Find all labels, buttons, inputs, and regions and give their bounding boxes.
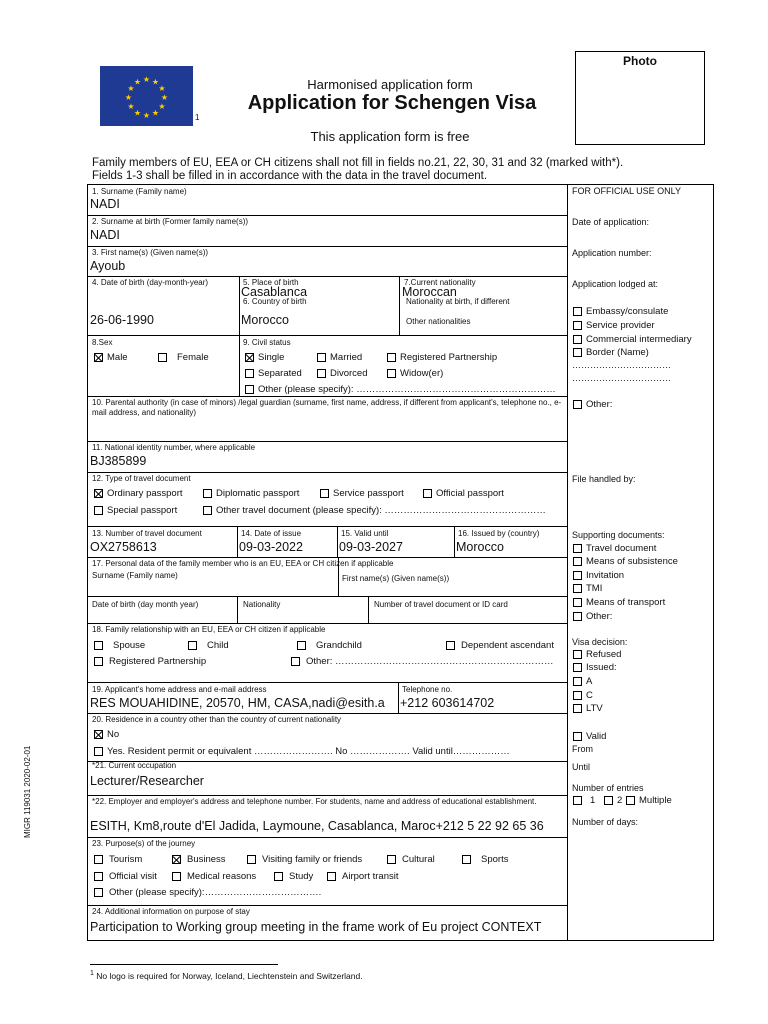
telephone-label: Telephone no. — [402, 685, 453, 694]
family-member-first-name-label: First name(s) (Given name(s)) — [342, 574, 450, 583]
dependent-ascendant-option[interactable] — [446, 640, 554, 651]
checkbox-icon[interactable] — [94, 888, 103, 897]
visa-a-label: A — [586, 676, 593, 687]
place-of-birth-label: 5. Place of birth — [243, 278, 299, 287]
checkbox-icon[interactable] — [573, 348, 582, 357]
service-passport-option[interactable] — [320, 488, 404, 499]
place-of-birth-value[interactable]: Casablanca — [241, 285, 308, 299]
border-dots-2: …………………………… — [572, 373, 671, 383]
checkbox-icon[interactable] — [94, 747, 103, 756]
svg-text:★: ★ — [127, 84, 135, 93]
residence-no-option[interactable] — [94, 729, 119, 740]
diplomatic-passport-option[interactable] — [203, 488, 299, 499]
fields-note: Fields 1-3 shall be filled in in accordance with the data in the travel document. — [92, 170, 488, 182]
date-of-birth-value[interactable]: 26-06-1990 — [90, 313, 154, 327]
support-other-label: Other: — [586, 611, 613, 622]
issued-by-value[interactable]: Morocco — [456, 540, 504, 554]
checkbox-icon[interactable] — [573, 677, 582, 686]
employer-value[interactable]: ESITH, Km8,route d'El Jadida, Laymoune, Casablanca, Maroc+212 5 22 92 65 36 — [90, 819, 544, 833]
purpose-label: 23. Purpose(s) of the journey — [92, 839, 196, 848]
sports-label: Sports — [481, 854, 509, 865]
border-label: Border (Name) — [586, 347, 649, 358]
eu-flag-icon — [100, 66, 193, 126]
child-option[interactable] — [188, 640, 229, 651]
svg-text:★: ★ — [151, 108, 160, 118]
dependent-ascendant-label: Dependent ascendant — [461, 640, 554, 651]
visa-c-label: C — [586, 690, 593, 701]
surname-label: 1. Surname (Family name) — [92, 187, 187, 196]
residence-no-label: No — [107, 729, 120, 740]
support-invitation-label: Invitation — [586, 570, 625, 581]
official-use-title: FOR OFFICIAL USE ONLY — [572, 186, 682, 196]
checkbox-icon[interactable] — [573, 732, 582, 741]
official-date-label: Date of application: — [572, 217, 650, 227]
refused-label: Refused — [586, 649, 622, 660]
checkbox-icon[interactable] — [317, 369, 326, 378]
residence-yes-label: Yes. Resident permit or equivalent ……………………. No ………………. Valid until……………… — [107, 746, 510, 757]
purpose-study-option[interactable] — [274, 871, 313, 882]
entries-1-label: 1 — [590, 795, 596, 806]
official-passport-label: Official passport — [436, 488, 504, 499]
official-column-divider — [567, 185, 568, 940]
checkbox-icon[interactable] — [423, 489, 432, 498]
date-of-issue-label: 14. Date of issue — [241, 529, 302, 538]
sex-female-option[interactable] — [158, 352, 209, 363]
parental-authority-label: 10. Parental authority (in case of minors) /legal guardian (surname, first name, address, if different from applicant's, telephone no., e-mail address, and nationality) — [92, 398, 562, 417]
decision-issued-option[interactable] — [573, 662, 617, 673]
telephone-value[interactable]: +212 603614702 — [400, 696, 495, 710]
checkbox-icon[interactable] — [245, 385, 254, 394]
visa-type-a-option[interactable] — [573, 676, 592, 687]
home-address-label: 19. Applicant's home address and e-mail address — [92, 685, 267, 694]
valid-until-label: 15. Valid until — [341, 529, 389, 538]
surname-value[interactable]: NADI — [90, 197, 120, 211]
checkbox-checked-icon[interactable] — [245, 353, 254, 362]
family-member-nationality-label: Nationality — [243, 600, 281, 609]
medical-label: Medical reasons — [187, 871, 257, 882]
checkbox-icon[interactable] — [94, 506, 103, 515]
checkbox-icon[interactable] — [573, 571, 582, 580]
official-border-option[interactable] — [573, 347, 649, 358]
support-tmi-option[interactable] — [573, 583, 602, 594]
civil-partnership-option[interactable] — [387, 352, 497, 363]
checkbox-icon[interactable] — [573, 584, 582, 593]
entries-2-label: 2 — [617, 795, 623, 806]
residence-label: 20. Residence in a country other than the country of current nationality — [92, 715, 342, 724]
svg-text:★: ★ — [127, 102, 135, 111]
sex-label: 8.Sex — [92, 338, 113, 347]
occupation-value[interactable]: Lecturer/Researcher — [90, 774, 204, 788]
checkbox-icon[interactable] — [573, 650, 582, 659]
svg-text:★: ★ — [133, 108, 142, 118]
purpose-official-option[interactable] — [94, 871, 157, 882]
support-transport-label: Means of transport — [586, 597, 666, 608]
cultural-label: Cultural — [402, 854, 435, 865]
checkbox-icon[interactable] — [573, 557, 582, 566]
application-form — [87, 184, 714, 941]
grandchild-label: Grandchild — [316, 640, 362, 651]
number-of-days-label: Number of days: — [572, 817, 639, 827]
checkbox-icon[interactable] — [462, 855, 471, 864]
date-of-issue-value[interactable]: 09-03-2022 — [239, 540, 303, 554]
female-label: Female — [177, 352, 209, 363]
checkbox-icon[interactable] — [573, 612, 582, 621]
separated-label: Separated — [258, 368, 302, 379]
purpose-visiting-option[interactable] — [247, 854, 362, 865]
intermediary-label: Commercial intermediary — [586, 334, 692, 345]
checkbox-checked-icon[interactable] — [94, 353, 103, 362]
residence-yes-option[interactable] — [94, 746, 510, 757]
official-other-option[interactable] — [573, 399, 612, 410]
checkbox-icon[interactable] — [158, 353, 167, 362]
surname-at-birth-value[interactable]: NADI — [90, 228, 120, 242]
sex-male-option[interactable] — [94, 352, 128, 363]
civil-married-option[interactable] — [317, 352, 362, 363]
checkbox-icon[interactable] — [573, 335, 582, 344]
ordinary-passport-option[interactable] — [94, 488, 183, 499]
purpose-cultural-option[interactable] — [387, 854, 435, 865]
nationality-at-birth-label: Nationality at birth, if different — [406, 297, 510, 306]
registered-partnership-label: Registered Partnership — [109, 656, 207, 667]
other-travel-doc-label: Other travel document (please specify): …………………………………………… — [216, 505, 546, 516]
service-passport-label: Service passport — [333, 488, 404, 499]
valid-from-label: From — [572, 744, 593, 754]
checkbox-icon[interactable] — [291, 657, 300, 666]
footnote-divider — [90, 964, 278, 965]
official-intermediary-option[interactable] — [573, 334, 692, 345]
occupation-label: *21. Current occupation — [92, 761, 177, 770]
issued-by-label: 16. Issued by (country) — [458, 529, 540, 538]
entries-multiple-option[interactable] — [626, 795, 672, 806]
checkbox-icon[interactable] — [245, 369, 254, 378]
checkbox-icon[interactable] — [387, 369, 396, 378]
ordinary-passport-label: Ordinary passport — [107, 488, 183, 499]
purpose-other-label: Other (please specify):………………………………. — [109, 887, 322, 898]
checkbox-icon[interactable] — [446, 641, 455, 650]
travel-doc-number-value[interactable]: OX2758613 — [90, 540, 157, 554]
form-code-vertical: MIGR 119031 2020-02-01 — [23, 745, 32, 838]
checkbox-icon[interactable] — [172, 872, 181, 881]
visa-type-ltv-option[interactable] — [573, 703, 603, 714]
entries-2-option[interactable] — [604, 795, 622, 806]
supporting-docs-label: Supporting documents: — [572, 530, 665, 540]
svg-text:★: ★ — [151, 77, 160, 87]
tourism-label: Tourism — [109, 854, 143, 865]
page-title: Application for Schengen Visa — [247, 92, 537, 114]
purpose-tourism-option[interactable] — [94, 854, 142, 865]
footnote-mark: 1 — [90, 970, 94, 977]
support-other-option[interactable] — [573, 611, 612, 622]
footnote — [90, 970, 363, 981]
svg-text:★: ★ — [142, 111, 151, 120]
civil-widow-option[interactable] — [387, 368, 443, 379]
svg-text:★: ★ — [160, 93, 169, 102]
checkbox-icon[interactable] — [327, 872, 336, 881]
support-tmi-label: TMI — [586, 583, 603, 594]
purpose-medical-option[interactable] — [172, 871, 256, 882]
purpose-sports-option[interactable] — [462, 854, 508, 865]
first-name-value[interactable]: Ayoub — [90, 259, 126, 273]
checkbox-icon[interactable] — [573, 796, 582, 805]
entries-multiple-label: Multiple — [639, 795, 672, 806]
single-label: Single — [258, 352, 285, 363]
entries-1-option[interactable] — [573, 795, 595, 806]
official-provider-option[interactable] — [573, 320, 655, 331]
spouse-option[interactable] — [94, 640, 145, 651]
checkbox-icon[interactable] — [387, 353, 396, 362]
civil-other-label: Other (please specify): ……………………………………………………… — [258, 384, 556, 395]
business-label: Business — [187, 854, 226, 865]
official-lodged-label: Application lodged at: — [572, 279, 659, 289]
grandchild-option[interactable] — [297, 640, 362, 651]
family-member-doc-label: Number of travel document or ID card — [374, 600, 508, 609]
relationship-other-option[interactable] — [291, 656, 554, 667]
checkbox-icon[interactable] — [297, 641, 306, 650]
diplomatic-passport-label: Diplomatic passport — [216, 488, 300, 499]
date-of-birth-label: 4. Date of birth (day-month-year) — [92, 278, 209, 287]
civil-separated-option[interactable] — [245, 368, 302, 379]
official-embassy-option[interactable] — [573, 306, 668, 317]
eu-flag-logo — [100, 66, 193, 126]
checkbox-icon[interactable] — [94, 657, 103, 666]
svg-text:★: ★ — [124, 93, 133, 102]
checkbox-icon[interactable] — [203, 489, 212, 498]
study-label: Study — [289, 871, 314, 882]
first-name-label: 3. First name(s) (Given name(s)) — [92, 248, 209, 257]
checkbox-icon[interactable] — [573, 598, 582, 607]
free-notice: This application form is free — [310, 129, 470, 144]
support-invitation-option[interactable] — [573, 570, 624, 581]
checkbox-icon[interactable] — [317, 353, 326, 362]
flag-footnote-mark: 1 — [195, 113, 200, 122]
other-nationalities-label: Other nationalities — [406, 317, 471, 326]
svg-text:★: ★ — [142, 75, 151, 84]
official-visit-label: Official visit — [109, 871, 157, 882]
svg-text:★: ★ — [158, 84, 166, 93]
support-transport-option[interactable] — [573, 597, 665, 608]
country-of-birth-value[interactable]: Morocco — [241, 313, 289, 327]
checkbox-icon[interactable] — [573, 663, 582, 672]
relationship-other-label: Other: …………………………………………………………… — [306, 656, 554, 667]
issued-label: Issued: — [586, 662, 617, 673]
checkbox-icon[interactable] — [387, 855, 396, 864]
visa-ltv-label: LTV — [586, 703, 603, 714]
other-travel-doc-option[interactable] — [203, 505, 546, 516]
divorced-label: Divorced — [330, 368, 368, 379]
checkbox-icon[interactable] — [247, 855, 256, 864]
checkbox-icon[interactable] — [573, 704, 582, 713]
airport-label: Airport transit — [342, 871, 399, 882]
checkbox-icon[interactable] — [203, 506, 212, 515]
checkbox-icon[interactable] — [274, 872, 283, 881]
valid-until-value[interactable]: 09-03-2027 — [339, 540, 403, 554]
photo-label: Photo — [623, 54, 657, 68]
checkbox-icon[interactable] — [573, 400, 582, 409]
checkbox-icon[interactable] — [573, 691, 582, 700]
svg-text:★: ★ — [133, 77, 142, 87]
embassy-label: Embassy/consulate — [586, 306, 669, 317]
checkbox-icon[interactable] — [573, 321, 582, 330]
civil-single-option[interactable] — [245, 352, 284, 363]
spouse-label: Spouse — [113, 640, 146, 651]
purpose-other-option[interactable] — [94, 887, 321, 898]
home-address-value[interactable]: RES MOUAHIDINE, 20570, HM, CASA,nadi@esith.a — [90, 696, 385, 710]
purpose-airport-option[interactable] — [327, 871, 399, 882]
travel-doc-type-label: 12. Type of travel document — [92, 474, 191, 483]
additional-info-value[interactable]: Participation to Working group meeting in the frame work of Eu project CONTEXT — [90, 920, 542, 934]
decision-refused-option[interactable] — [573, 649, 621, 660]
family-relationship-label: 18. Family relationship with an EU, EEA or CH citizen if applicable — [92, 625, 326, 634]
national-id-value[interactable]: BJ385899 — [90, 454, 147, 468]
partnership-label: Registered Partnership — [400, 352, 498, 363]
visa-decision-label: Visa decision: — [572, 637, 628, 647]
national-id-label: 11. National identity number, where applicable — [92, 443, 256, 452]
special-passport-option[interactable] — [94, 505, 177, 516]
surname-at-birth-label: 2. Surname at birth (Former family name(s)) — [92, 217, 249, 226]
current-nationality-label: 7.Current nationality — [404, 278, 476, 287]
family-member-surname-label: Surname (Family name) — [92, 571, 178, 580]
additional-info-label: 24. Additional information on purpose of stay — [92, 907, 250, 916]
checkbox-checked-icon[interactable] — [172, 855, 181, 864]
provider-label: Service provider — [586, 320, 655, 331]
svg-text:★: ★ — [158, 102, 166, 111]
support-subsistence-label: Means of subsistence — [586, 556, 678, 567]
checkbox-icon[interactable] — [626, 796, 635, 805]
visa-type-c-option[interactable] — [573, 690, 593, 701]
family-member-data-label: 17. Personal data of the family member who is an EU, EEA or CH citizen if applicable — [92, 559, 394, 568]
form-subtitle: Harmonised application form — [307, 77, 473, 92]
checkbox-icon[interactable] — [94, 855, 103, 864]
widow-label: Widow(er) — [400, 368, 444, 379]
family-member-dob-label: Date of birth (day month year) — [92, 600, 199, 609]
support-subsistence-option[interactable] — [573, 556, 678, 567]
support-travel-doc-label: Travel document — [586, 543, 657, 554]
official-other-label: Other: — [586, 399, 613, 410]
official-passport-option[interactable] — [423, 488, 504, 499]
photo-box — [575, 51, 705, 145]
checkbox-icon[interactable] — [573, 307, 582, 316]
special-passport-label: Special passport — [107, 505, 178, 516]
male-label: Male — [107, 352, 128, 363]
valid-option[interactable] — [573, 731, 606, 742]
civil-other-option[interactable] — [245, 384, 556, 395]
checkbox-checked-icon[interactable] — [94, 730, 103, 739]
footnote-text: No logo is required for Norway, Iceland, Liechtenstein and Switzerland. — [96, 970, 363, 981]
border-dots-1: …………………………… — [572, 360, 671, 370]
civil-status-label: 9. Civil status — [243, 338, 291, 347]
married-label: Married — [330, 352, 363, 363]
family-members-note: Family members of EU, EEA or CH citizens shall not fill in fields no.21, 22, 30, 31 and 32 (marked with*). — [92, 157, 624, 169]
child-label: Child — [207, 640, 229, 651]
civil-divorced-option[interactable] — [317, 368, 368, 379]
checkbox-icon[interactable] — [604, 796, 613, 805]
checkbox-icon[interactable] — [94, 641, 103, 650]
support-travel-doc-option[interactable] — [573, 543, 656, 554]
valid-until-official-label: Until — [572, 762, 591, 772]
official-number-label: Application number: — [572, 248, 652, 258]
purpose-business-option[interactable] — [172, 854, 226, 865]
valid-label: Valid — [586, 731, 607, 742]
registered-partnership-option[interactable] — [94, 656, 206, 667]
checkbox-checked-icon[interactable] — [94, 489, 103, 498]
file-handled-label: File handled by: — [572, 474, 636, 484]
checkbox-icon[interactable] — [573, 544, 582, 553]
entries-label: Number of entries — [572, 783, 644, 793]
current-nationality-value[interactable]: Moroccan — [402, 285, 457, 299]
travel-doc-number-label: 13. Number of travel document — [92, 529, 202, 538]
employer-label: *22. Employer and employer's address and telephone number. For students, name and address of educational establishment. — [92, 797, 537, 806]
country-of-birth-label: 6. Country of birth — [243, 297, 307, 306]
checkbox-icon[interactable] — [320, 489, 329, 498]
visiting-label: Visiting family or friends — [262, 854, 363, 865]
checkbox-icon[interactable] — [188, 641, 197, 650]
checkbox-icon[interactable] — [94, 872, 103, 881]
